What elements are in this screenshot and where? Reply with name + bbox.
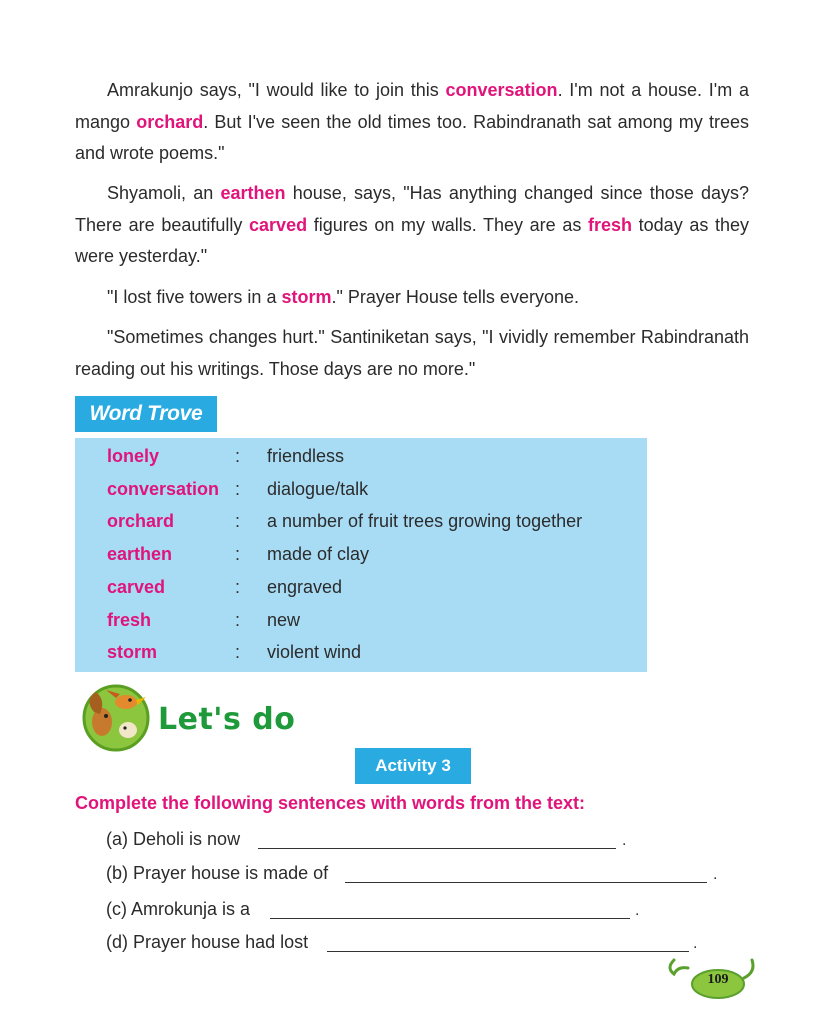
- paragraph-1: [75, 75, 749, 170]
- word-trove-title: Word Trove: [75, 396, 217, 432]
- trove-meaning: a number of fruit trees growing together: [267, 511, 583, 531]
- trove-colon: :: [235, 610, 241, 630]
- trove-meaning: new: [267, 610, 301, 630]
- word-trove-row: [75, 604, 647, 636]
- question-c: [106, 896, 250, 922]
- trove-colon: :: [235, 642, 241, 662]
- question-label: (b): [106, 863, 128, 883]
- page-number: 109: [707, 972, 729, 987]
- paragraph-text: "I lost five towers in a: [107, 287, 282, 307]
- word-trove-row: [75, 440, 647, 472]
- paragraph-3: [75, 282, 749, 314]
- trove-colon: :: [235, 544, 241, 564]
- question-text: Prayer house had lost: [133, 932, 309, 952]
- paragraph-text: house, says, "Has anything changed since those days? There are beautifully: [75, 183, 750, 235]
- highlighted-word: fresh: [588, 214, 633, 235]
- trove-meaning: friendless: [267, 446, 345, 466]
- trove-word: lonely: [107, 446, 160, 466]
- trove-word: carved: [107, 577, 166, 597]
- trove-word: earthen: [107, 544, 173, 564]
- paragraph-text: Shyamoli, an: [107, 183, 221, 203]
- highlighted-word: earthen: [220, 183, 286, 203]
- question-d: [106, 929, 308, 955]
- paragraph-text: "Sometimes changes hurt." Santiniketan says, "I vividly remember Rabindranath reading out his writings. Those days are no more.": [75, 327, 749, 379]
- word-trove-row: [75, 571, 647, 603]
- paragraph-text: Amrakunjo says, "I would like to join this: [107, 80, 446, 100]
- blank-period: .: [622, 832, 627, 849]
- paragraph-2: [75, 178, 749, 273]
- answer-blank-a[interactable]: [258, 848, 616, 849]
- word-trove-row: [75, 505, 647, 537]
- trove-word: fresh: [107, 610, 152, 630]
- trove-meaning: dialogue/talk: [267, 479, 369, 499]
- highlighted-word: carved: [249, 214, 308, 235]
- answer-blank-b[interactable]: [345, 882, 707, 883]
- paragraph-text: figures on my walls. They are as: [307, 214, 588, 235]
- question-label: (c): [106, 899, 127, 919]
- question-label: (d): [106, 932, 128, 952]
- trove-meaning: engraved: [267, 577, 343, 597]
- blank-period: .: [693, 935, 698, 952]
- question-label: (a): [106, 829, 128, 849]
- squirrel-bird-icon: [80, 678, 156, 754]
- answer-blank-c[interactable]: [270, 918, 630, 919]
- trove-word: conversation: [107, 479, 220, 499]
- word-trove-row: [75, 473, 647, 505]
- question-text: Prayer house is made of: [133, 863, 329, 883]
- activity-badge: Activity 3: [355, 748, 471, 784]
- trove-colon: :: [235, 577, 241, 597]
- question-text: Deholi is now: [133, 829, 241, 849]
- answer-blank-d[interactable]: [327, 951, 689, 952]
- trove-meaning: made of clay: [267, 544, 370, 564]
- trove-colon: :: [235, 479, 241, 499]
- paragraph-text: ." Prayer House tells everyone.: [331, 287, 579, 307]
- blank-period: .: [713, 866, 718, 883]
- trove-colon: :: [235, 446, 241, 466]
- question-text: Amrokunja is a: [131, 899, 251, 919]
- trove-word: storm: [107, 642, 158, 662]
- word-trove-box: [75, 438, 647, 672]
- lets-do-heading: Let's do: [158, 702, 296, 737]
- trove-meaning: violent wind: [267, 642, 362, 662]
- highlighted-word: orchard: [136, 111, 204, 132]
- trove-word: orchard: [107, 511, 175, 531]
- paragraph-4: [75, 322, 749, 385]
- blank-period: .: [635, 902, 640, 919]
- highlighted-word: conversation: [445, 80, 558, 100]
- word-trove-row: [75, 636, 647, 668]
- paragraph-text: today as they were yesterday.": [75, 214, 750, 266]
- question-a: [106, 826, 240, 852]
- highlighted-word: storm: [281, 287, 332, 307]
- activity-instruction: Complete the following sentences with words from the text:: [75, 793, 586, 813]
- word-trove-row: [75, 538, 647, 570]
- trove-colon: :: [235, 511, 241, 531]
- paragraph-text: . But I've seen the old times too. Rabindranath sat among my trees and wrote poems.": [75, 111, 749, 163]
- question-b: [106, 860, 328, 886]
- paragraph-text: . I'm not a house. I'm a mango: [75, 80, 750, 132]
